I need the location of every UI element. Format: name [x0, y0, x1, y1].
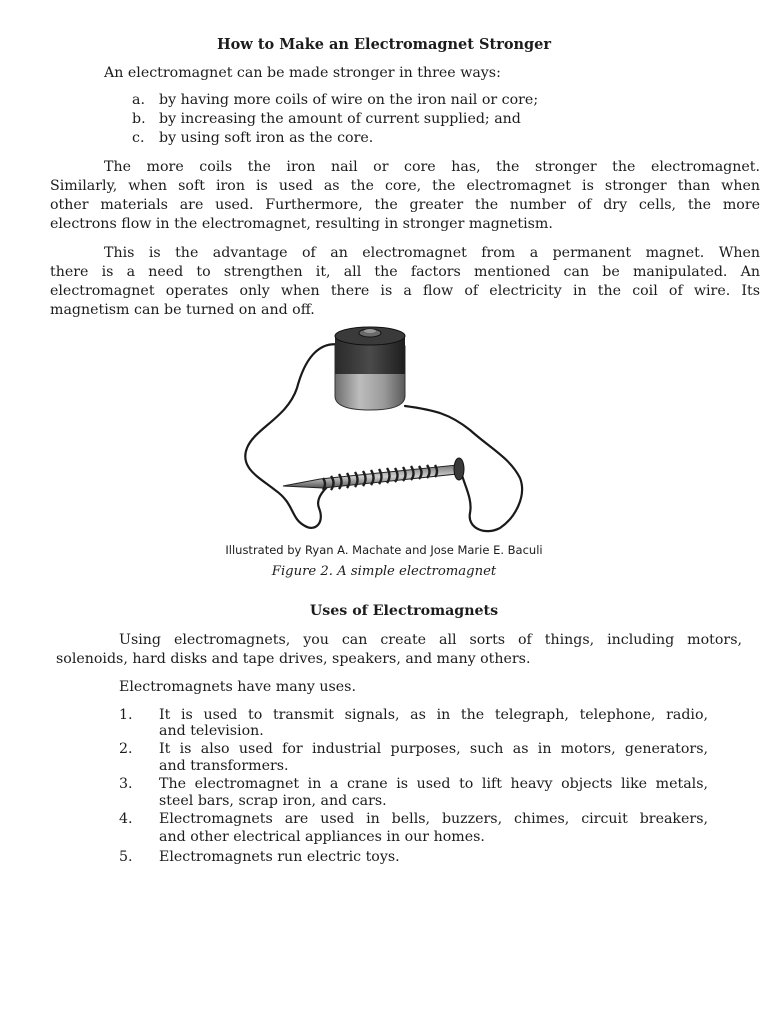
use-line: and television.	[159, 723, 264, 739]
use-number: 1.	[119, 707, 133, 723]
paragraph-line: other materials are used. Furthermore, the greater the number of dry cells, the more	[50, 197, 760, 213]
paragraph-line: Using electromagnets, you can create all sorts of things, including motors,	[119, 632, 742, 648]
electromagnet-illustration	[235, 318, 535, 538]
way-label: a.	[132, 92, 145, 108]
use-line: and transformers.	[159, 758, 289, 774]
figure-credit: Illustrated by Ryan A. Machate and Jose Marie E. Baculi	[225, 543, 543, 557]
use-line: and other electrical appliances in our homes.	[159, 829, 485, 845]
intro-text: An electromagnet can be made stronger in three ways:	[104, 65, 501, 81]
paragraph-line: electromagnet operates only when there is a flow of electricity in the coil of wire. Its	[50, 283, 760, 299]
paragraph-line: Similarly, when soft iron is used as the core, the electromagnet is stronger than when	[50, 178, 760, 194]
way-text: by using soft iron as the core.	[159, 130, 374, 146]
use-line: steel bars, scrap iron, and cars.	[159, 793, 387, 809]
use-line: Electromagnets are used in bells, buzzers, chimes, circuit breakers,	[159, 811, 708, 827]
use-number: 5.	[119, 849, 133, 865]
section-heading: Uses of Electromagnets	[309, 603, 499, 619]
use-number: 2.	[119, 741, 133, 757]
use-line: It is used to transmit signals, as in the telegraph, telephone, radio,	[159, 707, 708, 723]
way-label: c.	[132, 130, 145, 146]
paragraph-line: there is a need to strengthen it, all the factors mentioned can be manipulated. An	[50, 264, 760, 280]
uses-lead: Electromagnets have many uses.	[119, 679, 356, 695]
way-text: by increasing the amount of current supplied; and	[159, 111, 521, 127]
paragraph-line: solenoids, hard disks and tape drives, speakers, and many others.	[56, 651, 531, 667]
wire-left-icon	[245, 344, 345, 528]
paragraph-line: electrons flow in the electromagnet, resulting in stronger magnetism.	[50, 216, 553, 232]
page-title: How to Make an Electromagnet Stronger	[216, 36, 552, 53]
use-number: 4.	[119, 811, 133, 827]
paragraph-line: This is the advantage of an electromagnet from a permanent magnet. When	[104, 245, 760, 261]
paragraph-line: magnetism can be turned on and off.	[50, 302, 315, 318]
way-label: b.	[132, 111, 146, 127]
paragraph-line: The more coils the iron nail or core has, the stronger the electromagnet.	[104, 159, 760, 175]
figure-caption: Figure 2. A simple electromagnet	[271, 564, 497, 579]
use-line: The electromagnet in a crane is used to lift heavy objects like metals,	[159, 776, 708, 792]
use-line: It is also used for industrial purposes, such as in motors, generators,	[159, 741, 708, 757]
dry-cell-icon	[335, 327, 405, 410]
way-text: by having more coils of wire on the iron nail or core;	[159, 92, 539, 108]
use-line: Electromagnets run electric toys.	[159, 849, 400, 865]
use-number: 3.	[119, 776, 133, 792]
